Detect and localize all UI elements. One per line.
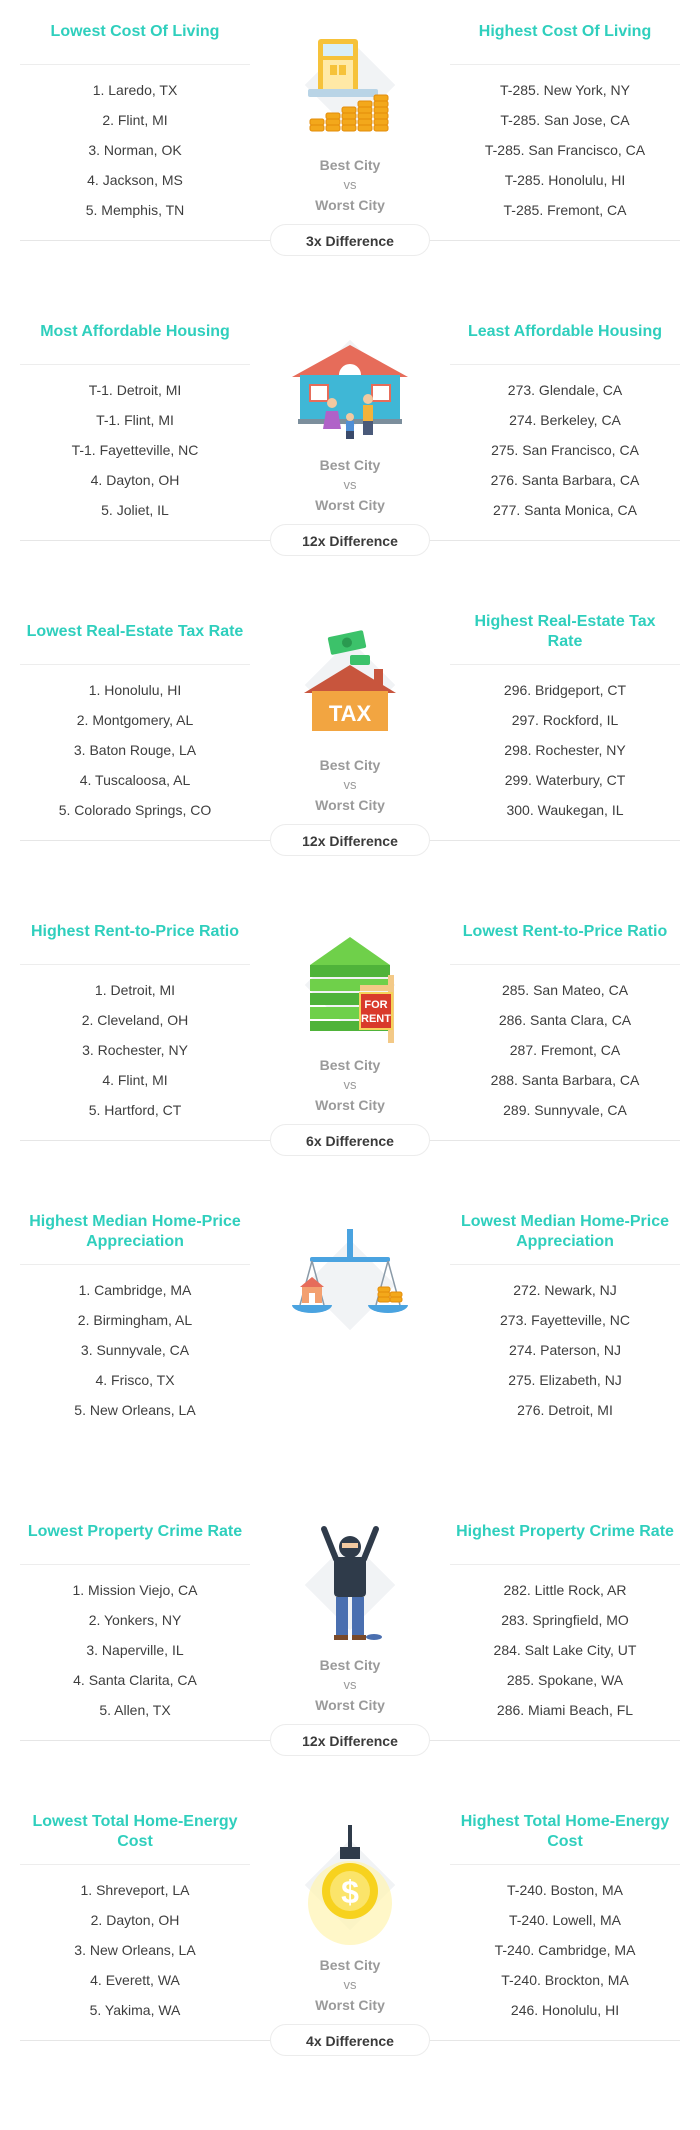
- best-vs-worst-label: [290, 155, 410, 215]
- worst-column: [450, 1800, 680, 2025]
- best-title: Lowest Cost Of Living: [50, 23, 220, 40]
- list-item: T-1. Detroit, MI: [88, 382, 182, 398]
- list-item: 2. Yonkers, NY: [88, 1612, 182, 1628]
- vs-label: vs: [343, 1077, 357, 1092]
- list-item: 298. Rochester, NY: [504, 742, 626, 758]
- worst-list: [450, 1875, 680, 2025]
- list-item: T-285. San Jose, CA: [500, 112, 630, 128]
- best-title: Lowest Property Crime Rate: [27, 1523, 243, 1540]
- worst-city-label: Worst City: [315, 497, 385, 513]
- best-vs-worst-label: [290, 455, 410, 515]
- balance-scale-icon: [280, 1225, 420, 1350]
- best-column: [20, 1500, 250, 1725]
- comparison-section: [0, 300, 700, 600]
- worst-title: Highest Total Home-Energy Cost: [460, 1813, 670, 1850]
- difference-badge: 12x Difference: [270, 824, 430, 856]
- vs-label: vs: [343, 1677, 357, 1692]
- best-column: [20, 300, 250, 525]
- comparison-section: [0, 600, 700, 900]
- rent-label: RENT: [361, 1013, 391, 1025]
- title-divider: [450, 964, 680, 965]
- list-item: T-240. Lowell, MA: [508, 1912, 622, 1928]
- list-item: 2. Cleveland, OH: [81, 1012, 189, 1028]
- list-item: 5. Allen, TX: [99, 1702, 171, 1718]
- list-item: 2. Dayton, OH: [90, 1912, 180, 1928]
- worst-column: [450, 900, 680, 1125]
- best-list: [20, 1875, 250, 2025]
- list-item: 3. Naperville, IL: [86, 1642, 184, 1658]
- worst-list: [450, 75, 680, 225]
- list-item: 5. Hartford, CT: [88, 1102, 182, 1118]
- tax-label: TAX: [328, 701, 372, 726]
- difference-badge: 12x Difference: [270, 524, 430, 556]
- best-vs-worst-label: [290, 1055, 410, 1115]
- title-divider: [20, 1264, 250, 1265]
- best-list: [20, 975, 250, 1125]
- list-item: T-240. Brockton, MA: [501, 1972, 629, 1988]
- list-item: 283. Springfield, MO: [501, 1612, 629, 1628]
- family-house-icon: [280, 325, 420, 450]
- vs-label: vs: [343, 477, 357, 492]
- list-item: 4. Tuscaloosa, AL: [79, 772, 191, 788]
- list-item: 1. Mission Viejo, CA: [72, 1582, 198, 1598]
- list-item: 4. Jackson, MS: [87, 172, 183, 188]
- best-column: [20, 900, 250, 1125]
- list-item: 276. Santa Barbara, CA: [490, 472, 640, 488]
- list-item: 3. Norman, OK: [88, 142, 182, 158]
- title-divider: [20, 364, 250, 365]
- list-item: 288. Santa Barbara, CA: [490, 1072, 640, 1088]
- list-item: 273. Fayetteville, NC: [500, 1312, 630, 1328]
- tax-house-icon: [280, 625, 420, 750]
- list-item: 297. Rockford, IL: [511, 712, 619, 728]
- best-title: Most Affordable Housing: [40, 323, 230, 340]
- list-item: 4. Flint, MI: [102, 1072, 168, 1088]
- worst-city-label: Worst City: [315, 197, 385, 213]
- list-item: T-285. San Francisco, CA: [484, 142, 646, 158]
- worst-title: Lowest Rent-to-Price Ratio: [462, 923, 668, 940]
- list-item: 1. Cambridge, MA: [78, 1282, 192, 1298]
- worst-title: Highest Property Crime Rate: [456, 1523, 674, 1540]
- best-title: Highest Rent-to-Price Ratio: [30, 923, 239, 940]
- best-city-label: Best City: [319, 1957, 381, 1973]
- worst-column: [450, 0, 680, 225]
- worst-title: Lowest Median Home-Price Appreciation: [460, 1213, 670, 1250]
- burglar-icon: [280, 1525, 420, 1650]
- best-city-label: Best City: [319, 757, 381, 773]
- list-item: 5. Colorado Springs, CO: [58, 802, 212, 818]
- list-item: 3. Sunnyvale, CA: [80, 1342, 190, 1358]
- worst-city-label: Worst City: [315, 1097, 385, 1113]
- list-item: 4. Santa Clarita, CA: [73, 1672, 197, 1688]
- list-item: 246. Honolulu, HI: [510, 2002, 620, 2018]
- list-item: 4. Frisco, TX: [95, 1372, 175, 1388]
- best-column: [20, 1800, 250, 2025]
- list-item: 273. Glendale, CA: [507, 382, 623, 398]
- best-list: [20, 75, 250, 225]
- title-divider: [450, 1564, 680, 1565]
- best-city-label: Best City: [319, 157, 381, 173]
- list-item: 3. Rochester, NY: [82, 1042, 188, 1058]
- title-divider: [450, 664, 680, 665]
- list-item: 274. Paterson, NJ: [508, 1342, 622, 1358]
- list-item: 2. Birmingham, AL: [77, 1312, 193, 1328]
- calculator-coins-icon: [280, 25, 420, 150]
- best-title: Highest Median Home-Price Appreciation: [29, 1213, 241, 1250]
- worst-list: [450, 1275, 680, 1425]
- comparison-section: [0, 1500, 700, 1800]
- title-divider: [450, 64, 680, 65]
- dollar-sign: $: [341, 1874, 359, 1910]
- list-item: 289. Sunnyvale, CA: [503, 1102, 627, 1118]
- list-item: 4. Everett, WA: [90, 1972, 180, 1988]
- list-item: 276. Detroit, MI: [517, 1402, 613, 1418]
- best-vs-worst-label: [290, 1955, 410, 2015]
- worst-list: [450, 1575, 680, 1725]
- list-item: 5. New Orleans, LA: [74, 1402, 196, 1418]
- worst-title: Highest Cost Of Living: [478, 23, 652, 40]
- title-divider: [450, 364, 680, 365]
- worst-title: Highest Real-Estate Tax Rate: [474, 613, 656, 650]
- comparison-section: [0, 900, 700, 1200]
- best-list: [20, 1575, 250, 1725]
- worst-column: [450, 1500, 680, 1725]
- best-list: [20, 1275, 250, 1425]
- worst-city-label: Worst City: [315, 1997, 385, 2013]
- title-divider: [20, 1864, 250, 1865]
- title-divider: [450, 1264, 680, 1265]
- list-item: 1. Shreveport, LA: [80, 1882, 190, 1898]
- list-item: 286. Santa Clara, CA: [498, 1012, 632, 1028]
- comparison-section: [0, 0, 700, 300]
- list-item: 1. Laredo, TX: [92, 82, 178, 98]
- dollar-lightbulb-icon: [280, 1825, 420, 1950]
- list-item: 3. New Orleans, LA: [74, 1942, 196, 1958]
- best-column: [20, 600, 250, 825]
- title-divider: [450, 1864, 680, 1865]
- list-item: 2. Flint, MI: [102, 112, 168, 128]
- worst-city-label: Worst City: [315, 797, 385, 813]
- worst-list: [450, 375, 680, 525]
- worst-list: [450, 675, 680, 825]
- list-item: 5. Joliet, IL: [101, 502, 169, 518]
- list-item: T-1. Flint, MI: [96, 412, 174, 428]
- vs-label: vs: [343, 1977, 357, 1992]
- list-item: 1. Honolulu, HI: [88, 682, 182, 698]
- best-column: [20, 0, 250, 225]
- for-label: FOR: [364, 999, 388, 1011]
- comparison-section: [0, 1200, 700, 1500]
- difference-badge: 4x Difference: [270, 2024, 430, 2056]
- worst-list: [450, 975, 680, 1125]
- list-item: 1. Detroit, MI: [94, 982, 176, 998]
- list-item: 285. Spokane, WA: [506, 1672, 624, 1688]
- for-rent-sign-icon: [280, 925, 420, 1050]
- best-title: Lowest Total Home-Energy Cost: [32, 1813, 238, 1850]
- worst-column: [450, 1200, 680, 1425]
- list-item: 272. Newark, NJ: [513, 1282, 617, 1298]
- best-list: [20, 375, 250, 525]
- list-item: 275. San Francisco, CA: [491, 442, 639, 458]
- list-item: 285. San Mateo, CA: [501, 982, 629, 998]
- difference-badge: 12x Difference: [270, 1724, 430, 1756]
- list-item: 282. Little Rock, AR: [503, 1582, 627, 1598]
- list-item: 300. Waukegan, IL: [506, 802, 624, 818]
- best-vs-worst-label: [290, 755, 410, 815]
- list-item: 287. Fremont, CA: [509, 1042, 621, 1058]
- best-vs-worst-label: [290, 1655, 410, 1715]
- comparison-section: [0, 1800, 700, 2100]
- list-item: 299. Waterbury, CT: [504, 772, 626, 788]
- list-item: 3. Baton Rouge, LA: [73, 742, 197, 758]
- title-divider: [20, 1564, 250, 1565]
- list-item: T-285. Honolulu, HI: [504, 172, 626, 188]
- list-item: 277. Santa Monica, CA: [493, 502, 637, 518]
- best-city-label: Best City: [319, 457, 381, 473]
- difference-badge: 6x Difference: [270, 1124, 430, 1156]
- worst-column: [450, 300, 680, 525]
- worst-column: [450, 600, 680, 825]
- list-item: 5. Yakima, WA: [89, 2002, 181, 2018]
- list-item: T-240. Boston, MA: [507, 1882, 623, 1898]
- best-list: [20, 675, 250, 825]
- list-item: 284. Salt Lake City, UT: [493, 1642, 637, 1658]
- list-item: 296. Bridgeport, CT: [503, 682, 627, 698]
- title-divider: [20, 964, 250, 965]
- list-item: 275. Elizabeth, NJ: [508, 1372, 622, 1388]
- difference-badge: 3x Difference: [270, 224, 430, 256]
- list-item: T-285. New York, NY: [500, 82, 630, 98]
- title-divider: [20, 664, 250, 665]
- list-item: 2. Montgomery, AL: [76, 712, 194, 728]
- list-item: T-240. Cambridge, MA: [494, 1942, 636, 1958]
- best-city-label: Best City: [319, 1657, 381, 1673]
- list-item: 5. Memphis, TN: [85, 202, 185, 218]
- worst-city-label: Worst City: [315, 1697, 385, 1713]
- best-city-label: Best City: [319, 1057, 381, 1073]
- list-item: T-1. Fayetteville, NC: [71, 442, 199, 458]
- list-item: T-285. Fremont, CA: [503, 202, 627, 218]
- vs-label: vs: [343, 777, 357, 792]
- list-item: 274. Berkeley, CA: [509, 412, 621, 428]
- vs-label: vs: [343, 177, 357, 192]
- list-item: 4. Dayton, OH: [90, 472, 180, 488]
- worst-title: Least Affordable Housing: [467, 323, 663, 340]
- list-item: 286. Miami Beach, FL: [496, 1702, 634, 1718]
- title-divider: [20, 64, 250, 65]
- best-title: Lowest Real-Estate Tax Rate: [26, 623, 244, 640]
- best-column: [20, 1200, 250, 1425]
